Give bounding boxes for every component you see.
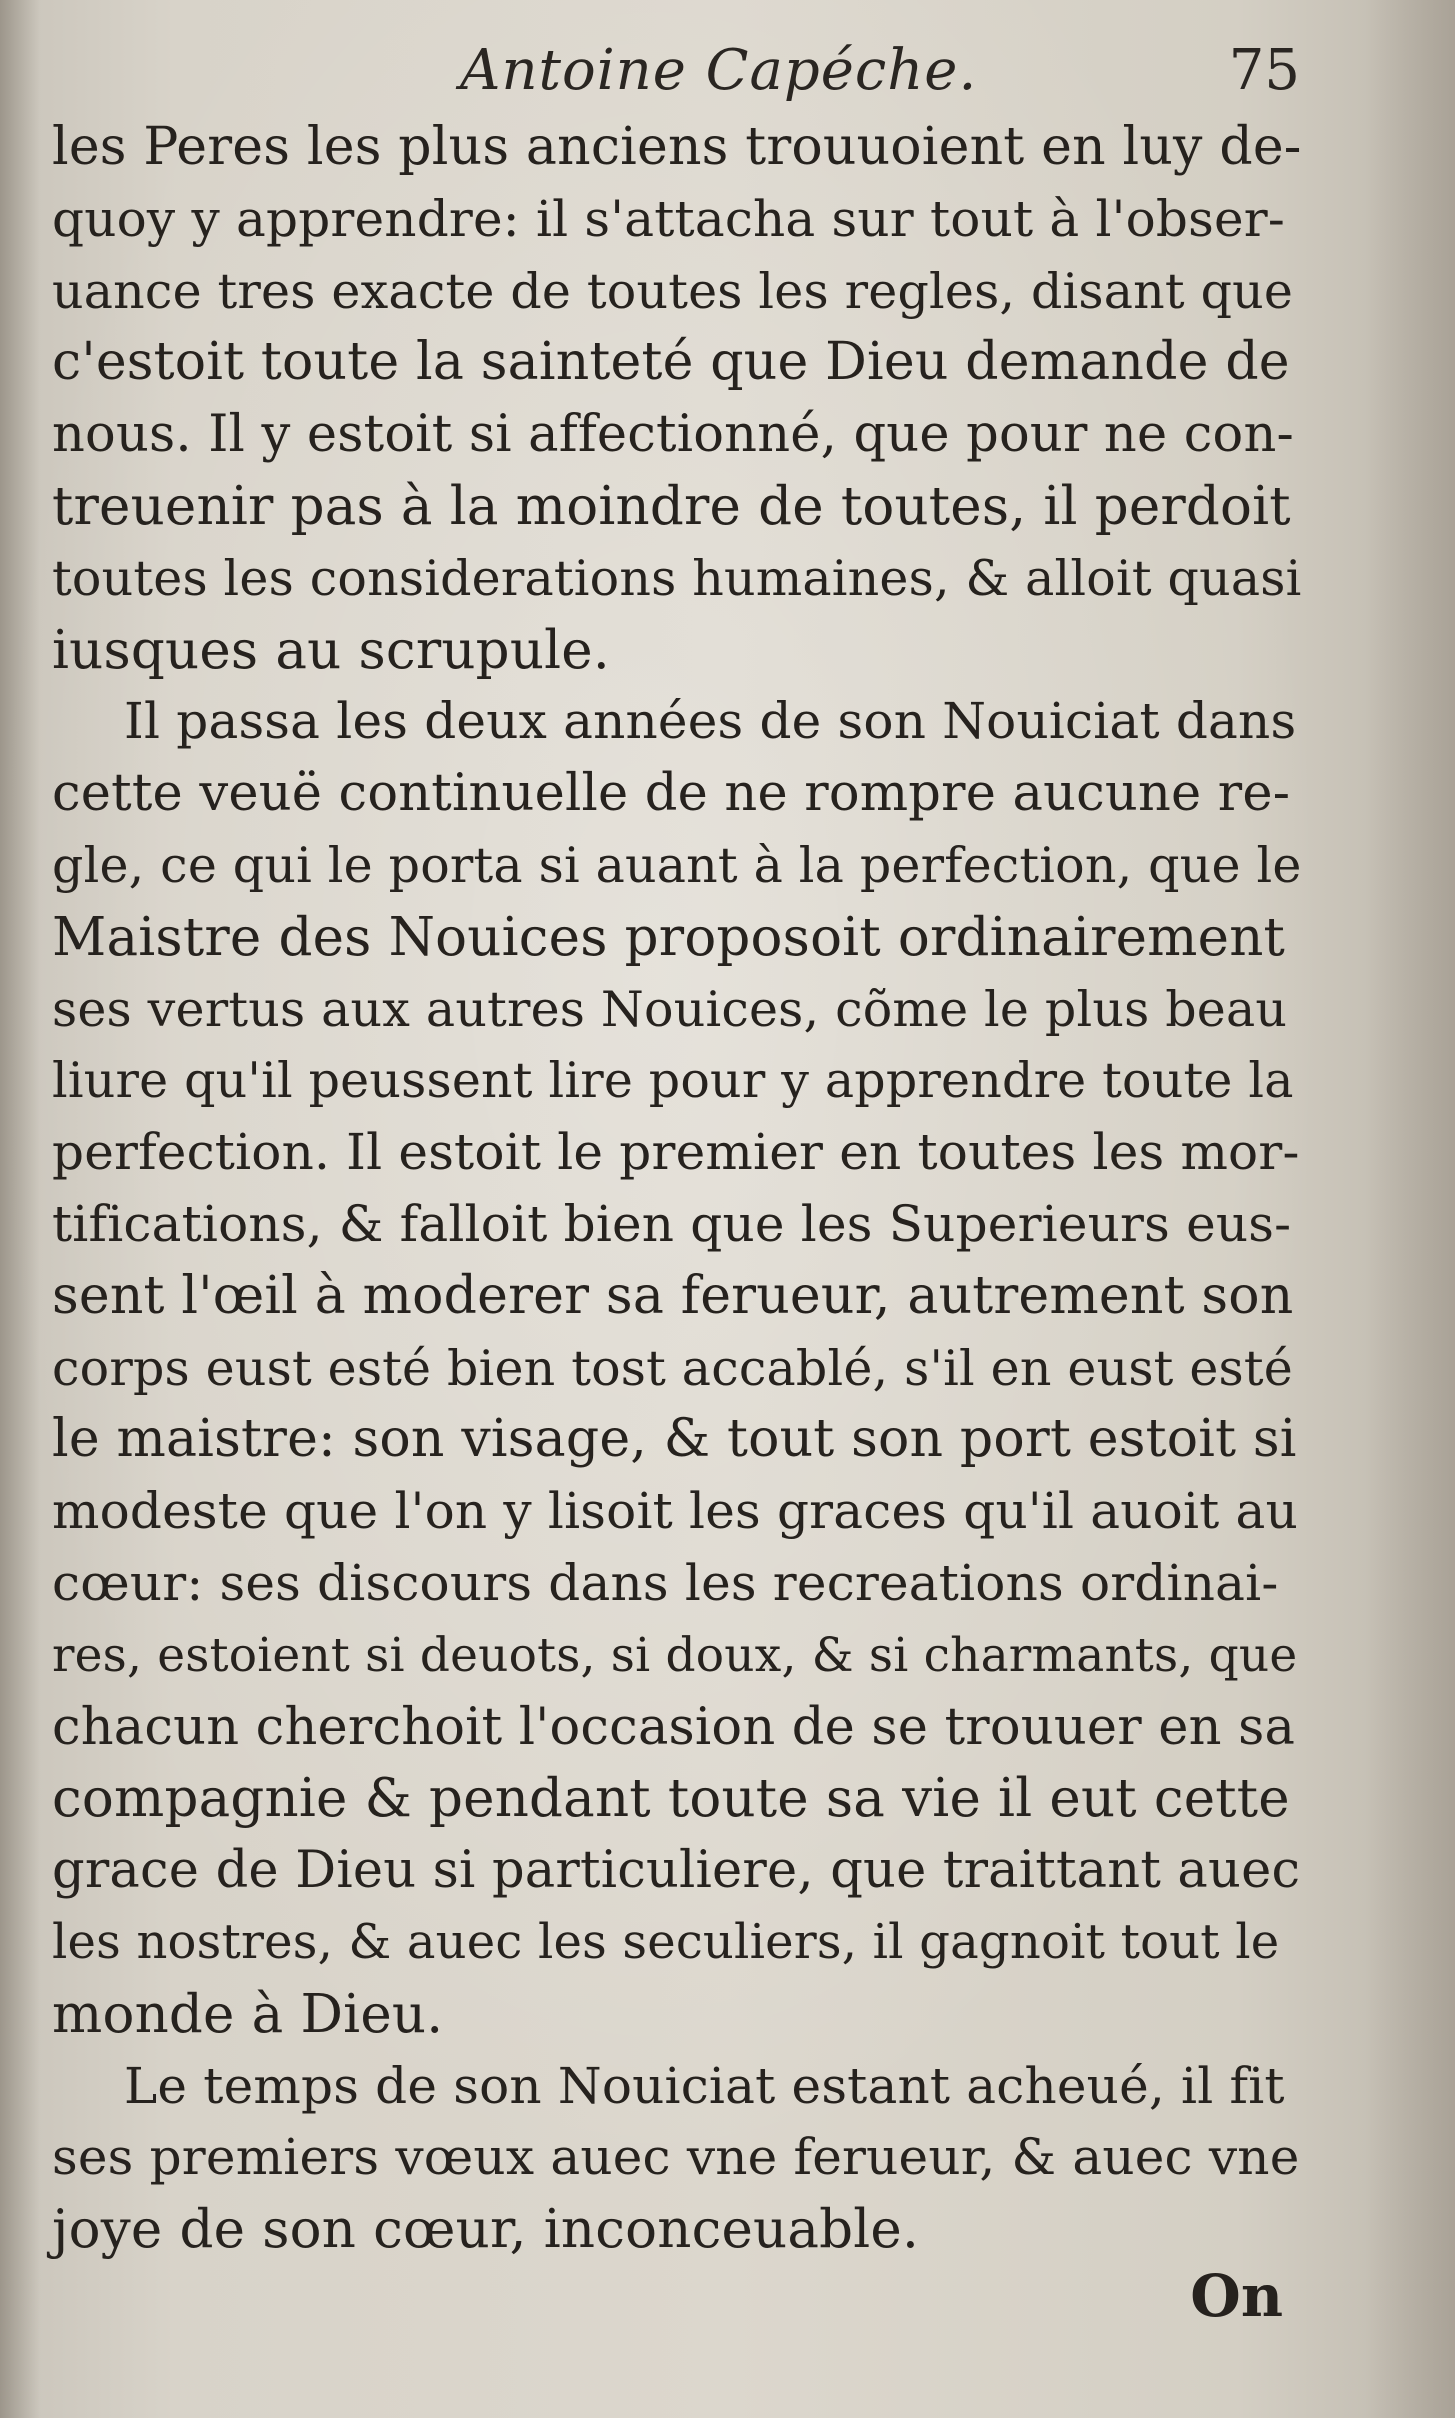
running-title: Antoine Capéche. bbox=[460, 38, 978, 103]
text-line: monde à Dieu. bbox=[52, 1983, 444, 2045]
text-line: nous. Il y estoit si affectionné, que pour ne con- bbox=[52, 405, 1294, 465]
text-line: le maistre: son visage, & tout son port estoit si bbox=[52, 1409, 1297, 1470]
text-line: quoy y apprendre: il s'attacha sur tout à l'obser- bbox=[52, 189, 1285, 248]
text-line: les nostres, & auec les seculiers, il gagnoit tout le bbox=[52, 1913, 1280, 1970]
text-line: gle, ce qui le porta si auant à la perfection, que le bbox=[52, 836, 1302, 894]
text-line: cœur: ses discours dans les recreations ordinai- bbox=[52, 1553, 1279, 1612]
body-text bbox=[52, 112, 1302, 2266]
text-line: grace de Dieu si particuliere, que traittant auec bbox=[52, 1841, 1301, 1901]
text-line: c'estoit toute la sainteté que Dieu demande de bbox=[52, 332, 1290, 393]
text-line: corps eust esté bien tost accablé, s'il en eust esté bbox=[52, 1339, 1293, 1397]
page-header bbox=[60, 38, 1300, 118]
text-line: treuenir pas à la moindre de toutes, il perdoit bbox=[52, 475, 1291, 537]
text-line: uance tres exacte de toutes les regles, disant que bbox=[52, 262, 1294, 320]
text-line: ses premiers vœux auec vne ferueur, & auec vne bbox=[52, 2128, 1300, 2187]
text-line: iusques au scrupule. bbox=[52, 619, 610, 681]
text-line: perfection. Il estoit le premier en toutes les mor- bbox=[52, 1123, 1300, 1182]
text-line: chacun cherchoit l'occasion de se trouuer en sa bbox=[52, 1697, 1296, 1757]
catchword: On bbox=[1190, 2262, 1283, 2330]
text-line: les Peres les plus anciens trouuoient en luy de- bbox=[52, 117, 1302, 177]
text-line: compagnie & pendant toute sa vie il eut cette bbox=[52, 1768, 1290, 1830]
text-line: sent l'œil à moderer sa ferueur, autrement son bbox=[52, 1265, 1294, 1326]
page-edge-shadow bbox=[1365, 0, 1455, 2418]
text-line: ses vertus aux autres Nouices, cõme le plus beau bbox=[52, 980, 1288, 1038]
gutter-shadow bbox=[0, 0, 40, 2418]
text-line: cette veuë continuelle de ne rompre aucune re- bbox=[52, 764, 1291, 824]
text-line: res, estoient si deuots, si doux, & si charmants, que bbox=[52, 1627, 1298, 1683]
paragraph-start-line: Il passa les deux années de son Nouiciat dans bbox=[124, 692, 1297, 751]
page-number: 75 bbox=[1228, 38, 1300, 103]
text-line: toutes les considerations humaines, & alloit quasi bbox=[52, 549, 1302, 607]
text-line: Maistre des Nouices proposoit ordinairement bbox=[52, 906, 1286, 968]
text-line: modeste que l'on y lisoit les graces qu'il auoit au bbox=[52, 1482, 1298, 1541]
paragraph-start-line: Le temps de son Nouiciat estant acheué, il fit bbox=[124, 2056, 1285, 2115]
text-line: joye de son cœur, inconceuable. bbox=[52, 2199, 920, 2261]
text-line: liure qu'il peussent lire pour y apprendre toute la bbox=[52, 1052, 1294, 1110]
text-line: tifications, & falloit bien que les Superieurs eus- bbox=[52, 1194, 1292, 1253]
